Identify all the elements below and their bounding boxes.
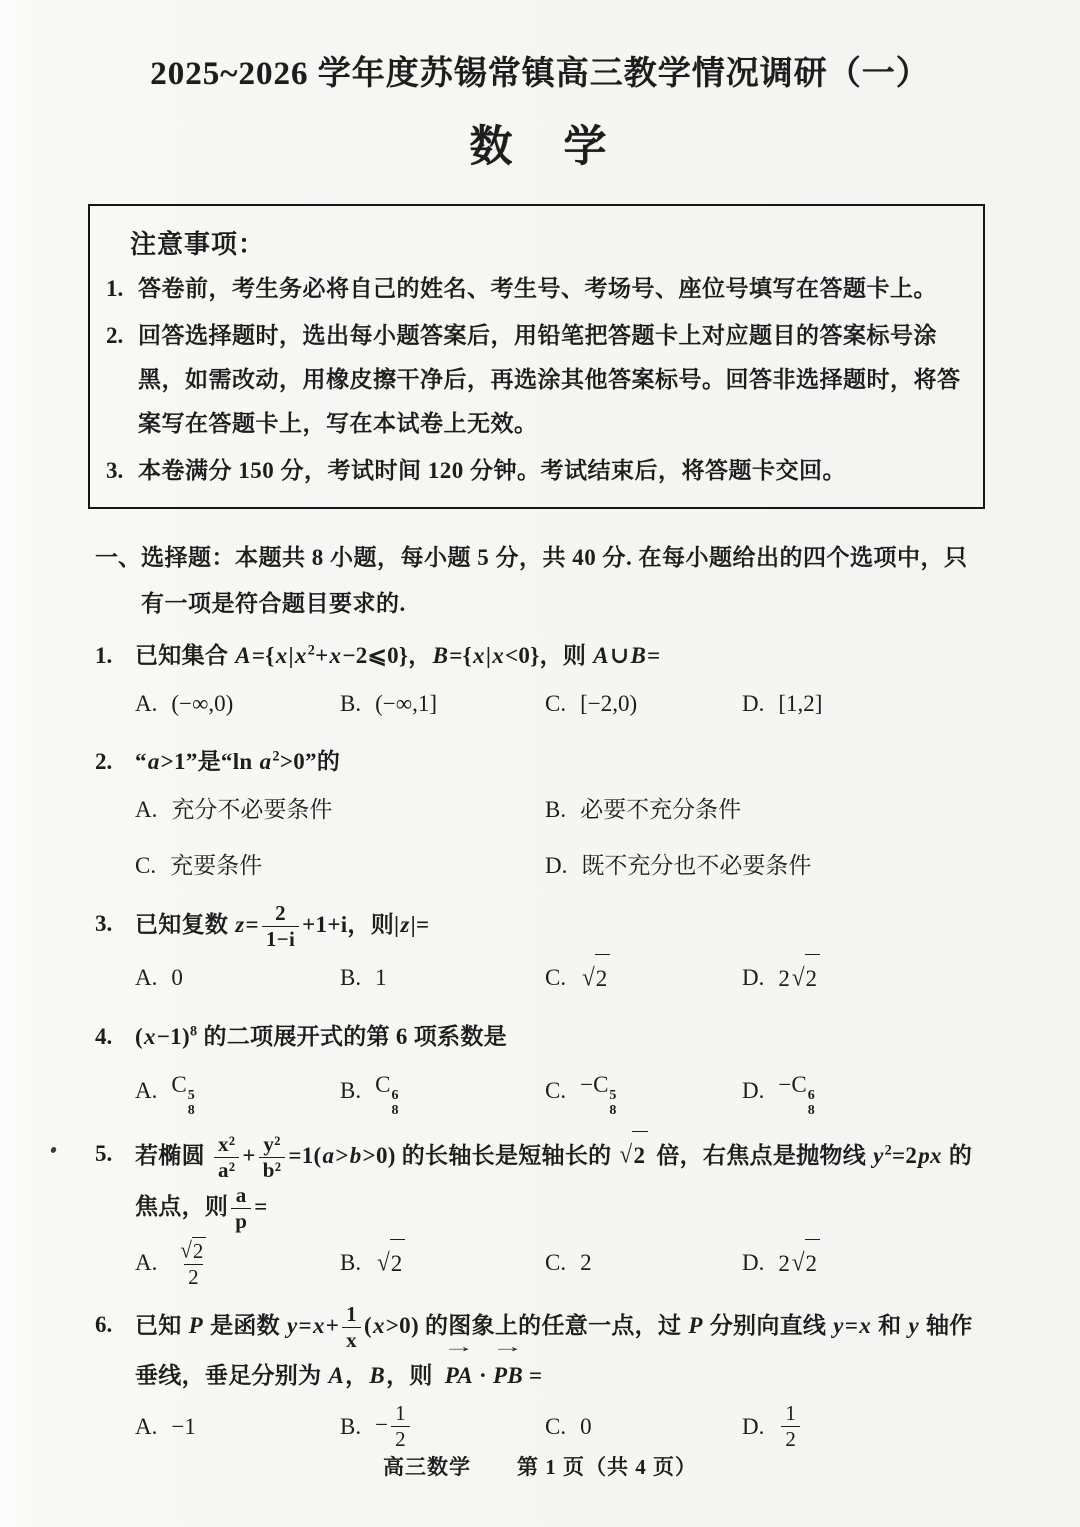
footer-course: 高三数学 <box>383 1455 471 1479</box>
question-4 <box>95 1014 985 1118</box>
option-a: A. 0 <box>135 965 183 991</box>
option-b: B. 必要不充分条件 <box>545 796 742 822</box>
notice-item-1 <box>106 267 963 311</box>
exam-subject: 数 学 <box>469 123 611 171</box>
option-b: B. C 6 8 <box>340 1072 399 1119</box>
option-b: B. (−∞,1] <box>340 690 438 716</box>
notice-heading: 注意事项： <box>130 229 266 259</box>
section-number: 一、 <box>95 544 141 570</box>
option-c: C. 充要条件 <box>135 852 263 878</box>
option-b: B. √2 <box>340 1239 545 1287</box>
option-c: C. 2 <box>545 1250 592 1276</box>
option-a: A. 充分不必要条件 <box>135 796 333 822</box>
question-number: 4. <box>95 1024 113 1050</box>
section-text: 选择题：本题共 8 小题，每小题 5 分，共 40 分. 在每小题给出的四个选项中，只有一项是符合题目要求的. <box>141 544 968 616</box>
question-stem: “a>1”是“ln $a^2>0$”的 <box>135 748 341 774</box>
question-1 <box>95 633 985 727</box>
options-grid <box>95 787 985 889</box>
question-number: 5. <box>95 1140 113 1166</box>
option-b: B. − $\frac{1}{2}$ <box>340 1401 545 1452</box>
option-d: D. 2√2 <box>742 954 985 1002</box>
options-row <box>95 681 985 727</box>
option-d: D. [1,2] <box>742 690 823 716</box>
option-d: D. $\frac{1}{2}$ <box>742 1401 985 1452</box>
scan-artifact-dot <box>50 1146 57 1153</box>
question-stem: 已知 P 是函数 y=x+ $\frac{1}{x}$ (x>0) 的图象上的任意一点，过 P 分别向直线 y=x 和 y 轴作垂线，垂足分别为 A，B，则 → PA · → PB = <box>135 1301 973 1389</box>
question-number: 2. <box>95 748 113 774</box>
notice-box <box>88 204 985 509</box>
question-number: 6. <box>95 1311 113 1337</box>
footer-page-number: 第 1 页（共 4 页） <box>517 1455 697 1479</box>
page-footer <box>0 1451 1080 1481</box>
question-number: 3. <box>95 910 113 936</box>
notice-item-number: 3. <box>106 458 124 484</box>
options-row <box>95 1401 985 1452</box>
notice-item-text: 本卷满分 150 分，考试时间 120 分钟。考试结束后，将答题卡交回。 <box>138 458 846 484</box>
notice-item-3 <box>106 449 963 493</box>
exam-title: 2025~2026 学年度苏锡常镇高三教学情况调研（一） <box>150 56 930 92</box>
notice-item-2 <box>106 314 963 445</box>
question-stem: 已知复数 z= $\frac{2}{1-i}$ +1+i，则|z|= <box>135 900 430 952</box>
question-2 <box>95 739 985 889</box>
notice-item-number: 1. <box>106 275 124 301</box>
question-6 <box>95 1302 985 1453</box>
options-row <box>95 1237 985 1290</box>
option-c: C. −C 5 8 <box>545 1072 617 1119</box>
option-d: D. 2√2 <box>742 1239 985 1287</box>
question-stem: $(x-1)^8$ 的二项展开式的第 6 项系数是 <box>135 1023 507 1050</box>
section-heading <box>95 535 985 627</box>
option-d: D. −C 6 8 <box>742 1072 815 1119</box>
option-d: D. 既不充分也不必要条件 <box>545 852 812 878</box>
question-number: 1. <box>95 642 113 668</box>
option-a: A. C 5 8 <box>135 1072 195 1119</box>
option-b: B. 1 <box>340 965 387 991</box>
notice-item-number: 2. <box>106 323 124 349</box>
option-c: C. [−2,0) <box>545 690 638 716</box>
notice-item-text: 答卷前，考生务必将自己的姓名、考生号、考场号、座位号填写在答题卡上。 <box>138 275 937 301</box>
options-row <box>95 954 985 1002</box>
option-a: A. $\frac{√2}{2}$ <box>135 1237 340 1290</box>
option-c: C. 0 <box>545 1413 592 1439</box>
question-5 <box>95 1131 985 1290</box>
question-3 <box>95 901 985 1002</box>
option-a: A. −1 <box>135 1413 196 1439</box>
question-stem: 若椭圆 $\frac{\text{x²}}{\text{a²}}$ + $\frac{\text{y²}}{\text{b²}}$ =1(a>b>0) 的长轴长是短轴长的 √2 倍，右焦点是抛物线 $y^2=2px$ 的焦点，则 $\frac{a}{p}$ = <box>135 1131 973 1234</box>
options-row <box>95 1062 985 1118</box>
option-c: C. √2 <box>545 954 742 1002</box>
notice-item-text: 回答选择题时，选出每小题答案后，用铅笔把答题卡上对应题目的答案标号涂黑，如需改动，用橡皮擦干净后，再选涂其他答案标号。回答非选择题时，将答案写在答题卡上，写在本试卷上无效。 <box>138 323 961 436</box>
option-a: A. (−∞,0) <box>135 690 234 716</box>
question-stem: 已知集合 $A=\{x|x^2+x-2⩽0\}$，B={x|x<0}，则 A∪B= <box>135 642 661 668</box>
